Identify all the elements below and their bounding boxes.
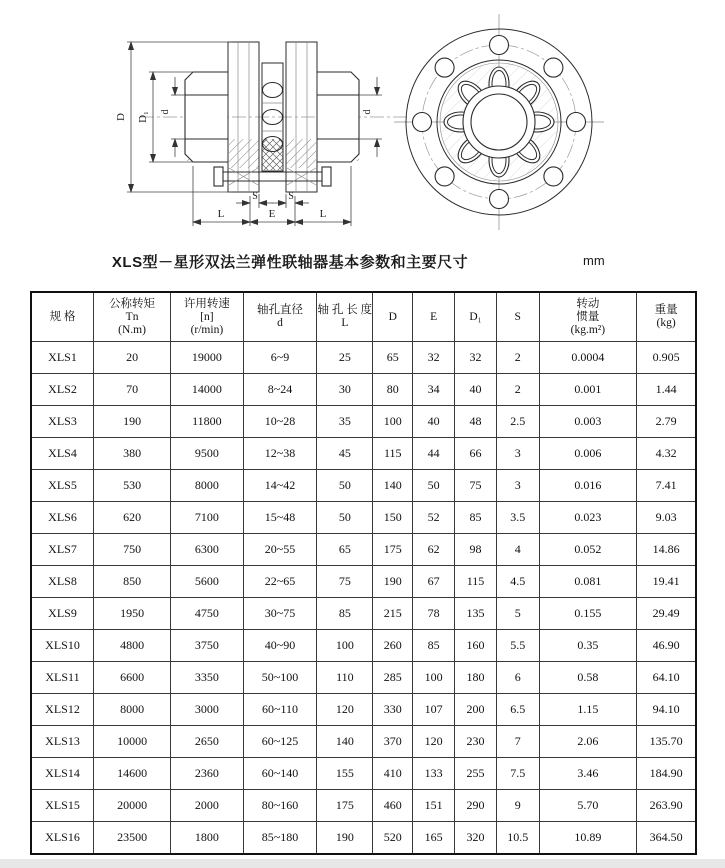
value-cell: 215	[373, 598, 413, 630]
value-cell: 5	[496, 598, 539, 630]
table-header	[31, 292, 696, 342]
dim-label-L: L	[319, 208, 327, 220]
value-cell: 5600	[171, 566, 243, 598]
value-cell: 20~55	[243, 534, 317, 566]
value-cell: 151	[413, 790, 455, 822]
dim-S-left	[236, 191, 273, 208]
value-cell: 2.5	[496, 406, 539, 438]
value-cell: 0.016	[539, 470, 637, 502]
value-cell: 0.35	[539, 630, 637, 662]
value-cell: 3.46	[539, 758, 637, 790]
value-cell: 9.03	[637, 502, 696, 534]
value-cell: 52	[413, 502, 455, 534]
value-cell: 100	[373, 406, 413, 438]
value-cell: 20	[94, 342, 171, 374]
table-row	[31, 630, 696, 662]
star-petal-edge	[263, 83, 283, 98]
value-cell: 140	[373, 470, 413, 502]
value-cell: 120	[413, 726, 455, 758]
value-cell: 60~140	[243, 758, 317, 790]
spec-cell: XLS2	[31, 374, 94, 406]
value-cell: 2.79	[637, 406, 696, 438]
table-row	[31, 790, 696, 822]
value-cell: 23500	[94, 822, 171, 855]
value-cell: 6.5	[496, 694, 539, 726]
value-cell: 4750	[171, 598, 243, 630]
value-cell: 65	[317, 534, 373, 566]
column-header-speed: 许用转速 [n] (r/min)	[171, 292, 243, 342]
value-cell: 94.10	[637, 694, 696, 726]
value-cell: 110	[317, 662, 373, 694]
value-cell: 60~125	[243, 726, 317, 758]
dim-label-D1: D₁	[137, 111, 149, 123]
spec-cell: XLS7	[31, 534, 94, 566]
value-cell: 184.90	[637, 758, 696, 790]
value-cell: 190	[373, 566, 413, 598]
spec-table	[30, 291, 697, 855]
table-row	[31, 438, 696, 470]
column-header-weight: 重量 (kg)	[637, 292, 696, 342]
value-cell: 85~180	[243, 822, 317, 855]
value-cell: 165	[413, 822, 455, 855]
value-cell: 66	[455, 438, 497, 470]
column-header-length: 轴 孔 长 度 L	[317, 292, 373, 342]
spec-cell: XLS14	[31, 758, 94, 790]
value-cell: 380	[94, 438, 171, 470]
value-cell: 1.15	[539, 694, 637, 726]
value-cell: 460	[373, 790, 413, 822]
value-cell: 8000	[171, 470, 243, 502]
value-cell: 750	[94, 534, 171, 566]
value-cell: 5.70	[539, 790, 637, 822]
value-cell: 2	[496, 374, 539, 406]
spec-cell: XLS10	[31, 630, 94, 662]
value-cell: 45	[317, 438, 373, 470]
value-cell: 30~75	[243, 598, 317, 630]
value-cell: 155	[317, 758, 373, 790]
value-cell: 10000	[94, 726, 171, 758]
flange-section-hatch-left	[229, 139, 259, 168]
value-cell: 35	[317, 406, 373, 438]
table-row	[31, 566, 696, 598]
value-cell: 50	[317, 470, 373, 502]
value-cell: 320	[455, 822, 497, 855]
value-cell: 330	[373, 694, 413, 726]
column-header-inertia: 转动 惯量 (kg.m²)	[539, 292, 637, 342]
value-cell: 1.44	[637, 374, 696, 406]
section-view	[115, 42, 407, 226]
value-cell: 100	[317, 630, 373, 662]
value-cell: 25	[317, 342, 373, 374]
value-cell: 0.003	[539, 406, 637, 438]
dim-S-right	[272, 191, 309, 208]
spec-cell: XLS8	[31, 566, 94, 598]
value-cell: 11800	[171, 406, 243, 438]
value-cell: 10.5	[496, 822, 539, 855]
value-cell: 120	[317, 694, 373, 726]
value-cell: 6	[496, 662, 539, 694]
value-cell: 150	[373, 502, 413, 534]
value-cell: 0.155	[539, 598, 637, 630]
value-cell: 14.86	[637, 534, 696, 566]
value-cell: 6600	[94, 662, 171, 694]
value-cell: 2000	[171, 790, 243, 822]
column-header-bore: 轴孔直径 d	[243, 292, 317, 342]
page-title: XLS型－星形双法兰弹性联轴器基本参数和主要尺寸	[111, 254, 469, 271]
value-cell: 78	[413, 598, 455, 630]
spec-cell: XLS13	[31, 726, 94, 758]
value-cell: 260	[373, 630, 413, 662]
value-cell: 67	[413, 566, 455, 598]
value-cell: 22~65	[243, 566, 317, 598]
value-cell: 160	[455, 630, 497, 662]
value-cell: 4.5	[496, 566, 539, 598]
column-header-S: S	[496, 292, 539, 342]
spec-cell: XLS9	[31, 598, 94, 630]
value-cell: 230	[455, 726, 497, 758]
value-cell: 263.90	[637, 790, 696, 822]
value-cell: 100	[413, 662, 455, 694]
value-cell: 80~160	[243, 790, 317, 822]
value-cell: 20000	[94, 790, 171, 822]
value-cell: 85	[317, 598, 373, 630]
value-cell: 85	[455, 502, 497, 534]
value-cell: 2650	[171, 726, 243, 758]
value-cell: 7	[496, 726, 539, 758]
header-row	[31, 292, 696, 342]
dim-label-L: L	[217, 208, 225, 220]
value-cell: 620	[94, 502, 171, 534]
title-row	[0, 251, 725, 275]
value-cell: 2	[496, 342, 539, 374]
value-cell: 175	[373, 534, 413, 566]
value-cell: 19.41	[637, 566, 696, 598]
flange-section-hatch-right	[286, 139, 316, 168]
value-cell: 115	[455, 566, 497, 598]
value-cell: 7.41	[637, 470, 696, 502]
front-view	[394, 14, 604, 230]
value-cell: 0.052	[539, 534, 637, 566]
value-cell: 530	[94, 470, 171, 502]
value-cell: 14000	[171, 374, 243, 406]
value-cell: 9500	[171, 438, 243, 470]
table-row	[31, 406, 696, 438]
value-cell: 370	[373, 726, 413, 758]
column-header-E: E	[413, 292, 455, 342]
value-cell: 107	[413, 694, 455, 726]
spec-cell: XLS6	[31, 502, 94, 534]
spec-cell: XLS11	[31, 662, 94, 694]
dim-label-d: d	[160, 109, 171, 115]
value-cell: 190	[94, 406, 171, 438]
hub-outline-left	[185, 72, 228, 162]
value-cell: 8~24	[243, 374, 317, 406]
value-cell: 50~100	[243, 662, 317, 694]
value-cell: 520	[373, 822, 413, 855]
value-cell: 364.50	[637, 822, 696, 855]
star-element-section-hatch	[262, 139, 283, 170]
spec-cell: XLS15	[31, 790, 94, 822]
spec-cell: XLS16	[31, 822, 94, 855]
spec-cell: XLS12	[31, 694, 94, 726]
value-cell: 80	[373, 374, 413, 406]
value-cell: 1950	[94, 598, 171, 630]
value-cell: 7100	[171, 502, 243, 534]
value-cell: 180	[455, 662, 497, 694]
value-cell: 30	[317, 374, 373, 406]
dim-label-d: d	[362, 109, 373, 115]
value-cell: 62	[413, 534, 455, 566]
value-cell: 3.5	[496, 502, 539, 534]
value-cell: 75	[455, 470, 497, 502]
spec-cell: XLS4	[31, 438, 94, 470]
column-header-spec: 规 格	[31, 292, 94, 342]
value-cell: 255	[455, 758, 497, 790]
table-row	[31, 374, 696, 406]
table-row	[31, 694, 696, 726]
value-cell: 32	[455, 342, 497, 374]
value-cell: 5.5	[496, 630, 539, 662]
value-cell: 1800	[171, 822, 243, 855]
value-cell: 0.001	[539, 374, 637, 406]
value-cell: 7.5	[496, 758, 539, 790]
value-cell: 4800	[94, 630, 171, 662]
value-cell: 3350	[171, 662, 243, 694]
value-cell: 2360	[171, 758, 243, 790]
value-cell: 10.89	[539, 822, 637, 855]
dim-label-D: D	[115, 113, 127, 121]
value-cell: 9	[496, 790, 539, 822]
value-cell: 0.006	[539, 438, 637, 470]
bore-circle	[471, 94, 527, 150]
value-cell: 6300	[171, 534, 243, 566]
table-row	[31, 662, 696, 694]
value-cell: 6~9	[243, 342, 317, 374]
table-row	[31, 598, 696, 630]
value-cell: 40	[413, 406, 455, 438]
value-cell: 133	[413, 758, 455, 790]
table-row	[31, 726, 696, 758]
value-cell: 0.58	[539, 662, 637, 694]
value-cell: 3750	[171, 630, 243, 662]
value-cell: 3	[496, 438, 539, 470]
value-cell: 200	[455, 694, 497, 726]
value-cell: 3	[496, 470, 539, 502]
value-cell: 0.081	[539, 566, 637, 598]
value-cell: 15~48	[243, 502, 317, 534]
value-cell: 70	[94, 374, 171, 406]
dim-label-E: E	[268, 208, 276, 220]
value-cell: 65	[373, 342, 413, 374]
unit-label: mm	[583, 253, 605, 268]
column-header-D1: D₁	[455, 292, 497, 342]
value-cell: 3000	[171, 694, 243, 726]
table-row	[31, 758, 696, 790]
column-header-D: D	[373, 292, 413, 342]
value-cell: 290	[455, 790, 497, 822]
value-cell: 14~42	[243, 470, 317, 502]
value-cell: 48	[455, 406, 497, 438]
dim-label-S: S	[288, 191, 294, 202]
spec-cell: XLS3	[31, 406, 94, 438]
value-cell: 32	[413, 342, 455, 374]
value-cell: 85	[413, 630, 455, 662]
value-cell: 135.70	[637, 726, 696, 758]
value-cell: 135	[455, 598, 497, 630]
dim-label-S: S	[252, 191, 258, 202]
value-cell: 50	[317, 502, 373, 534]
hub-outline-right	[317, 72, 359, 162]
value-cell: 4.32	[637, 438, 696, 470]
column-header-torque: 公称转矩 Tn (N.m)	[94, 292, 171, 342]
spec-cell: XLS5	[31, 470, 94, 502]
spec-cell: XLS1	[31, 342, 94, 374]
coupling-drawing-svg	[0, 0, 725, 250]
value-cell: 0.905	[637, 342, 696, 374]
value-cell: 0.023	[539, 502, 637, 534]
table-row	[31, 822, 696, 855]
page-bottom-edge	[0, 859, 725, 868]
value-cell: 98	[455, 534, 497, 566]
value-cell: 34	[413, 374, 455, 406]
value-cell: 850	[94, 566, 171, 598]
value-cell: 44	[413, 438, 455, 470]
value-cell: 14600	[94, 758, 171, 790]
value-cell: 29.49	[637, 598, 696, 630]
value-cell: 12~38	[243, 438, 317, 470]
value-cell: 40~90	[243, 630, 317, 662]
value-cell: 115	[373, 438, 413, 470]
value-cell: 8000	[94, 694, 171, 726]
value-cell: 285	[373, 662, 413, 694]
table-body	[31, 342, 696, 855]
value-cell: 40	[455, 374, 497, 406]
value-cell: 175	[317, 790, 373, 822]
table-row	[31, 502, 696, 534]
value-cell: 0.0004	[539, 342, 637, 374]
value-cell: 50	[413, 470, 455, 502]
value-cell: 60~110	[243, 694, 317, 726]
value-cell: 46.90	[637, 630, 696, 662]
table-row	[31, 470, 696, 502]
value-cell: 190	[317, 822, 373, 855]
value-cell: 4	[496, 534, 539, 566]
value-cell: 10~28	[243, 406, 317, 438]
value-cell: 75	[317, 566, 373, 598]
value-cell: 2.06	[539, 726, 637, 758]
coupling-drawing	[0, 0, 725, 250]
value-cell: 410	[373, 758, 413, 790]
table-row	[31, 534, 696, 566]
value-cell: 140	[317, 726, 373, 758]
value-cell: 19000	[171, 342, 243, 374]
value-cell: 64.10	[637, 662, 696, 694]
table-row	[31, 342, 696, 374]
